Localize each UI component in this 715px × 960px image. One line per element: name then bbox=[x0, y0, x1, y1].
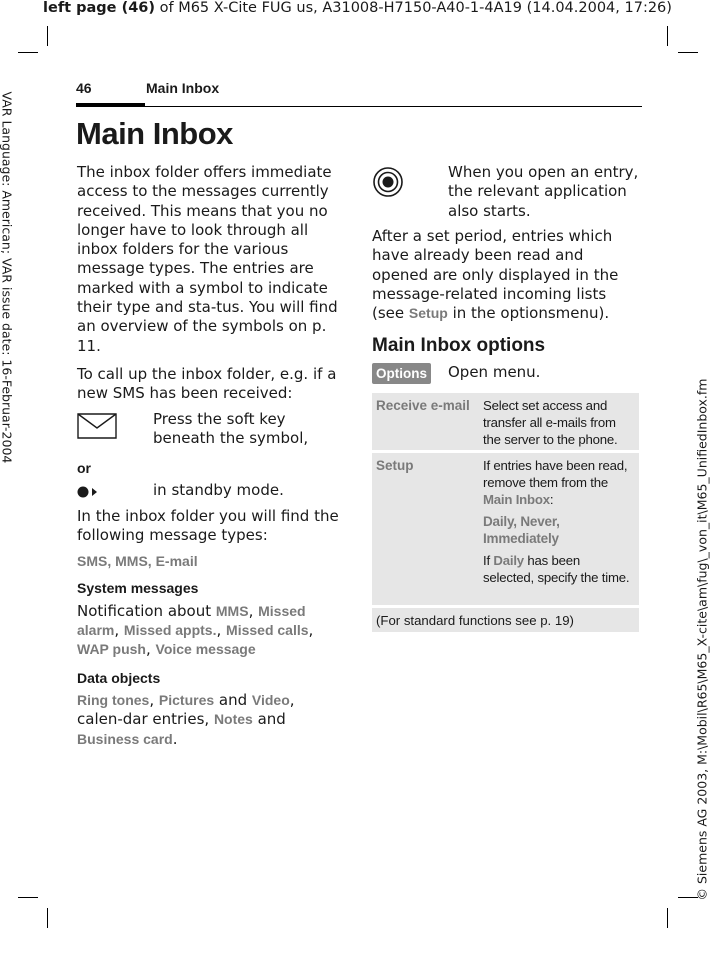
table-footer: (For standard functions see p. 19) bbox=[372, 608, 639, 632]
data-video: Video bbox=[251, 691, 290, 708]
header-rule-thick bbox=[76, 103, 145, 107]
crop-mark bbox=[18, 52, 38, 53]
sys-mms: MMS bbox=[215, 602, 249, 619]
system-messages-text bbox=[77, 602, 345, 660]
separator: , bbox=[145, 640, 156, 659]
message-types bbox=[77, 551, 345, 571]
envelope-icon bbox=[77, 413, 117, 439]
options-table bbox=[372, 393, 639, 635]
call-up-paragraph: To call up the inbox folder, e.g. if a new SMS has been received: bbox=[77, 364, 337, 403]
data-objects-heading: Data objects bbox=[77, 669, 161, 686]
separator: , bbox=[248, 601, 259, 620]
sys-voice-message: Voice message bbox=[155, 641, 256, 658]
daily-keyword: Daily bbox=[493, 553, 524, 568]
crop-mark bbox=[667, 26, 668, 46]
crop-mark bbox=[678, 52, 698, 53]
open-entry-text: When you open an entry, the relevant application also starts. bbox=[448, 163, 639, 220]
print-header-rest: of M65 X-Cite FUG us, A31008-H7150-A40-1-4A19 (14.04.2004, 17:26) bbox=[155, 0, 672, 16]
data-notes: Notes bbox=[213, 711, 253, 728]
header-rule bbox=[144, 106, 642, 107]
sys-missed-alarm: Missed alarm bbox=[77, 602, 306, 639]
or-label: or bbox=[77, 459, 91, 476]
system-messages-heading: System messages bbox=[77, 580, 199, 597]
after-period-paragraph bbox=[372, 227, 640, 323]
separator: , bbox=[216, 621, 227, 640]
setup-note bbox=[483, 552, 631, 586]
option-description bbox=[483, 453, 639, 597]
step-standby bbox=[77, 481, 345, 501]
types-intro: In the inbox folder you will find the following message types: bbox=[77, 506, 339, 545]
setup-desc-text: If entries have been read, remove them from the bbox=[483, 458, 628, 490]
separator: , bbox=[107, 553, 116, 570]
left-column bbox=[77, 163, 345, 749]
option-receive-email[interactable]: Receive e-mail bbox=[376, 398, 470, 413]
right-column bbox=[372, 163, 640, 385]
connector: and bbox=[214, 690, 252, 709]
open-entry-note bbox=[372, 163, 640, 221]
option-setup[interactable]: Setup bbox=[376, 458, 414, 473]
after-text: After a set period, entries which have already been read and opened are only displayed in the message-related incoming lists (see bbox=[372, 227, 619, 323]
crop-mark bbox=[47, 26, 48, 46]
separator: , bbox=[149, 690, 159, 709]
step-standby-text: in standby mode. bbox=[153, 480, 284, 499]
separator: , bbox=[308, 621, 314, 640]
options-softkey-row bbox=[372, 363, 640, 385]
type-mms: MMS bbox=[115, 553, 148, 570]
options-softkey-desc: Open menu. bbox=[448, 362, 541, 381]
table-row bbox=[372, 393, 639, 450]
option-description bbox=[483, 393, 639, 459]
period: . bbox=[172, 729, 178, 748]
target-icon bbox=[372, 166, 404, 198]
setup-desc bbox=[483, 457, 631, 508]
table-row bbox=[372, 453, 639, 605]
crop-mark bbox=[47, 908, 48, 928]
main-inbox-keyword: Main Inbox bbox=[483, 492, 550, 507]
navigation-key-icon bbox=[77, 484, 107, 500]
sys-wap-push: WAP push bbox=[77, 641, 146, 658]
connector: , calen-dar entries, bbox=[77, 690, 295, 729]
data-pictures: Pictures bbox=[158, 691, 215, 708]
options-heading: Main Inbox options bbox=[372, 335, 546, 357]
crop-mark bbox=[18, 897, 38, 898]
sys-prefix: Notification about bbox=[77, 601, 216, 620]
intro-paragraph: The inbox folder offers immediate access to the messages currently received. This means that you no longer have to look through all inbox folders for the various message types. The entries are marked with a symbol to indicate their type and sta-tus. You will find an overview of the symbols on p. 11. bbox=[77, 163, 338, 355]
data-ring-tones: Ring tones bbox=[77, 691, 150, 708]
setup-values: Daily, Never, Immediately bbox=[483, 514, 560, 546]
side-note-right: © Siemens AG 2003, M:\Mobil\R65\M65_X-cite\am\fug\_von_it\M65_UnifiedInbox.fm bbox=[694, 378, 710, 901]
type-email: E-mail bbox=[155, 553, 198, 570]
data-business-card: Business card bbox=[77, 730, 173, 747]
sys-missed-calls: Missed calls bbox=[226, 622, 309, 639]
step-softkey-text: Press the soft key beneath the symbol, bbox=[153, 409, 309, 447]
step-softkey bbox=[77, 410, 345, 450]
receive-email-desc: Select set access and transfer all e-mails from the server to the phone. bbox=[483, 398, 618, 447]
crop-mark bbox=[667, 908, 668, 928]
separator: , bbox=[114, 621, 124, 640]
setup-desc-colon: : bbox=[549, 492, 554, 507]
print-header bbox=[0, 0, 715, 17]
page-title: Main Inbox bbox=[76, 116, 233, 151]
options-softkey[interactable]: Options bbox=[372, 363, 431, 384]
setup-keyword: Setup bbox=[408, 305, 448, 322]
running-title: Main Inbox bbox=[146, 80, 220, 96]
data-objects-text bbox=[77, 691, 345, 749]
print-header-bold: left page (46) bbox=[43, 0, 155, 16]
connector: and bbox=[252, 710, 286, 729]
side-note-left: VAR Language: American; VAR issue date: 16-Februar-2004 bbox=[0, 91, 15, 464]
separator: , bbox=[147, 553, 156, 570]
type-sms: SMS bbox=[77, 553, 108, 570]
page-number: 46 bbox=[76, 80, 92, 96]
after-text-end: in the optionsmenu). bbox=[447, 304, 610, 323]
sys-missed-appts: Missed appts. bbox=[123, 622, 217, 639]
note-text-end: has been selected, specify the time. bbox=[483, 553, 630, 585]
note-text: If bbox=[483, 553, 494, 568]
